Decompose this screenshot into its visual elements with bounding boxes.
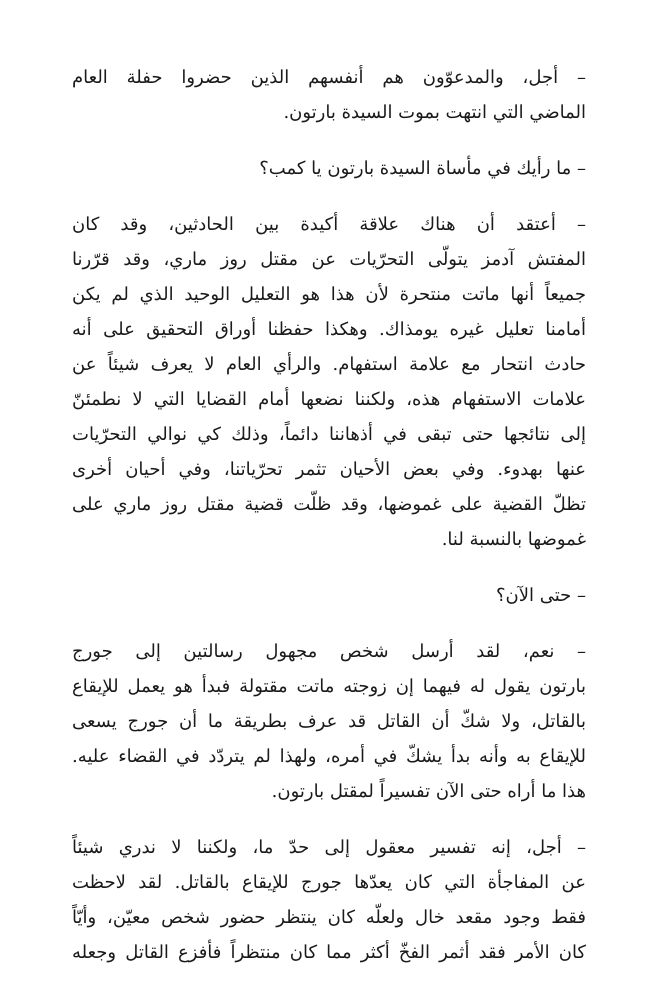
text-line: بارتون يقول له فيهما إن زوجته ماتت مقتولة فبدأ هو يعمل للإيقاع (72, 676, 586, 697)
text-line: للإيقاع به وأنه بدأ يشكّ في أمره، ولهذا لم يتردّد في القضاء عليه. (72, 746, 586, 767)
paragraph-1 (72, 60, 586, 130)
text-line: – نعم، لقد أرسل شخص مجهول رسالتين إلى جورج (72, 641, 586, 662)
text-line: – أجل، والمدعوّون هم أنفسهم الذين حضروا حفلة العام (72, 67, 586, 88)
paragraph-4 (72, 578, 586, 613)
text-line: غموضها بالنسبة لنا. (441, 529, 586, 550)
text-line: عنها بهدوء. وفي بعض الأحيان تثمر تحرّياتنا، وفي أحيان أخرى (72, 459, 586, 480)
text-line: حادث انتحار مع علامة استفهام. والرأي العام لا يعرف شيئاً عن (72, 354, 586, 375)
text-line: فقط وجود مقعد خال ولعلّه كان ينتظر حضور شخص معيّن، وأيّاً (72, 907, 586, 928)
text-line: – حتى الآن؟ (495, 585, 586, 606)
text-line: جميعاً أنها ماتت منتحرة لأن هذا هو التعليل الوحيد الذي لم يكن (72, 284, 586, 305)
text-line: إلى نتائجها حتى تبقى في أذهاننا دائماً، وذلك كي نوالي التحرّيات (72, 424, 586, 445)
text-line: المفتش آدمز يتولّى التحرّيات عن مقتل روز ماري، وقد قرّرنا (72, 249, 586, 270)
text-line: – أجل، إنه تفسير معقول إلى حدّ ما، ولكننا لا ندري شيئاً (72, 837, 586, 858)
text-line: هذا ما أراه حتى الآن تفسيراً لمقتل بارتون. (271, 781, 586, 802)
text-line: – ما رأيك في مأساة السيدة بارتون يا كمب؟ (259, 158, 586, 179)
text-line: عن المفاجأة التي كان يعدّها جورج للإيقاع بالقاتل. لقد لاحظت (72, 872, 586, 893)
document-page (72, 60, 586, 991)
text-line: أمامنا تعليل غيره يومذاك. وهكذا حفظنا أوراق التحقيق على أنه (72, 319, 586, 340)
paragraph-2 (72, 151, 586, 186)
text-line: تظلّ القضية على غموضها، وقد ظلّت قضية مقتل روز ماري على (72, 494, 586, 515)
text-line: كان الأمر فقد أثمر الفخّ أكثر مما كان منتظراً فأفزع القاتل وجعله (72, 942, 586, 963)
text-line: الماضي التي انتهت بموت السيدة بارتون. (283, 102, 586, 123)
paragraph-3 (72, 207, 586, 557)
paragraph-5 (72, 634, 586, 809)
paragraph-6 (72, 830, 586, 970)
text-line: علامات الاستفهام هذه، ولكننا نضعها أمام القضايا التي لا نطمئنّ (72, 389, 586, 410)
text-line: بالقاتل، ولا شكّ أن القاتل قد عرف بطريقة ما أن جورج يسعى (72, 711, 586, 732)
text-line: – أعتقد أن هناك علاقة أكيدة بين الحادثين، وقد كان (72, 214, 586, 235)
